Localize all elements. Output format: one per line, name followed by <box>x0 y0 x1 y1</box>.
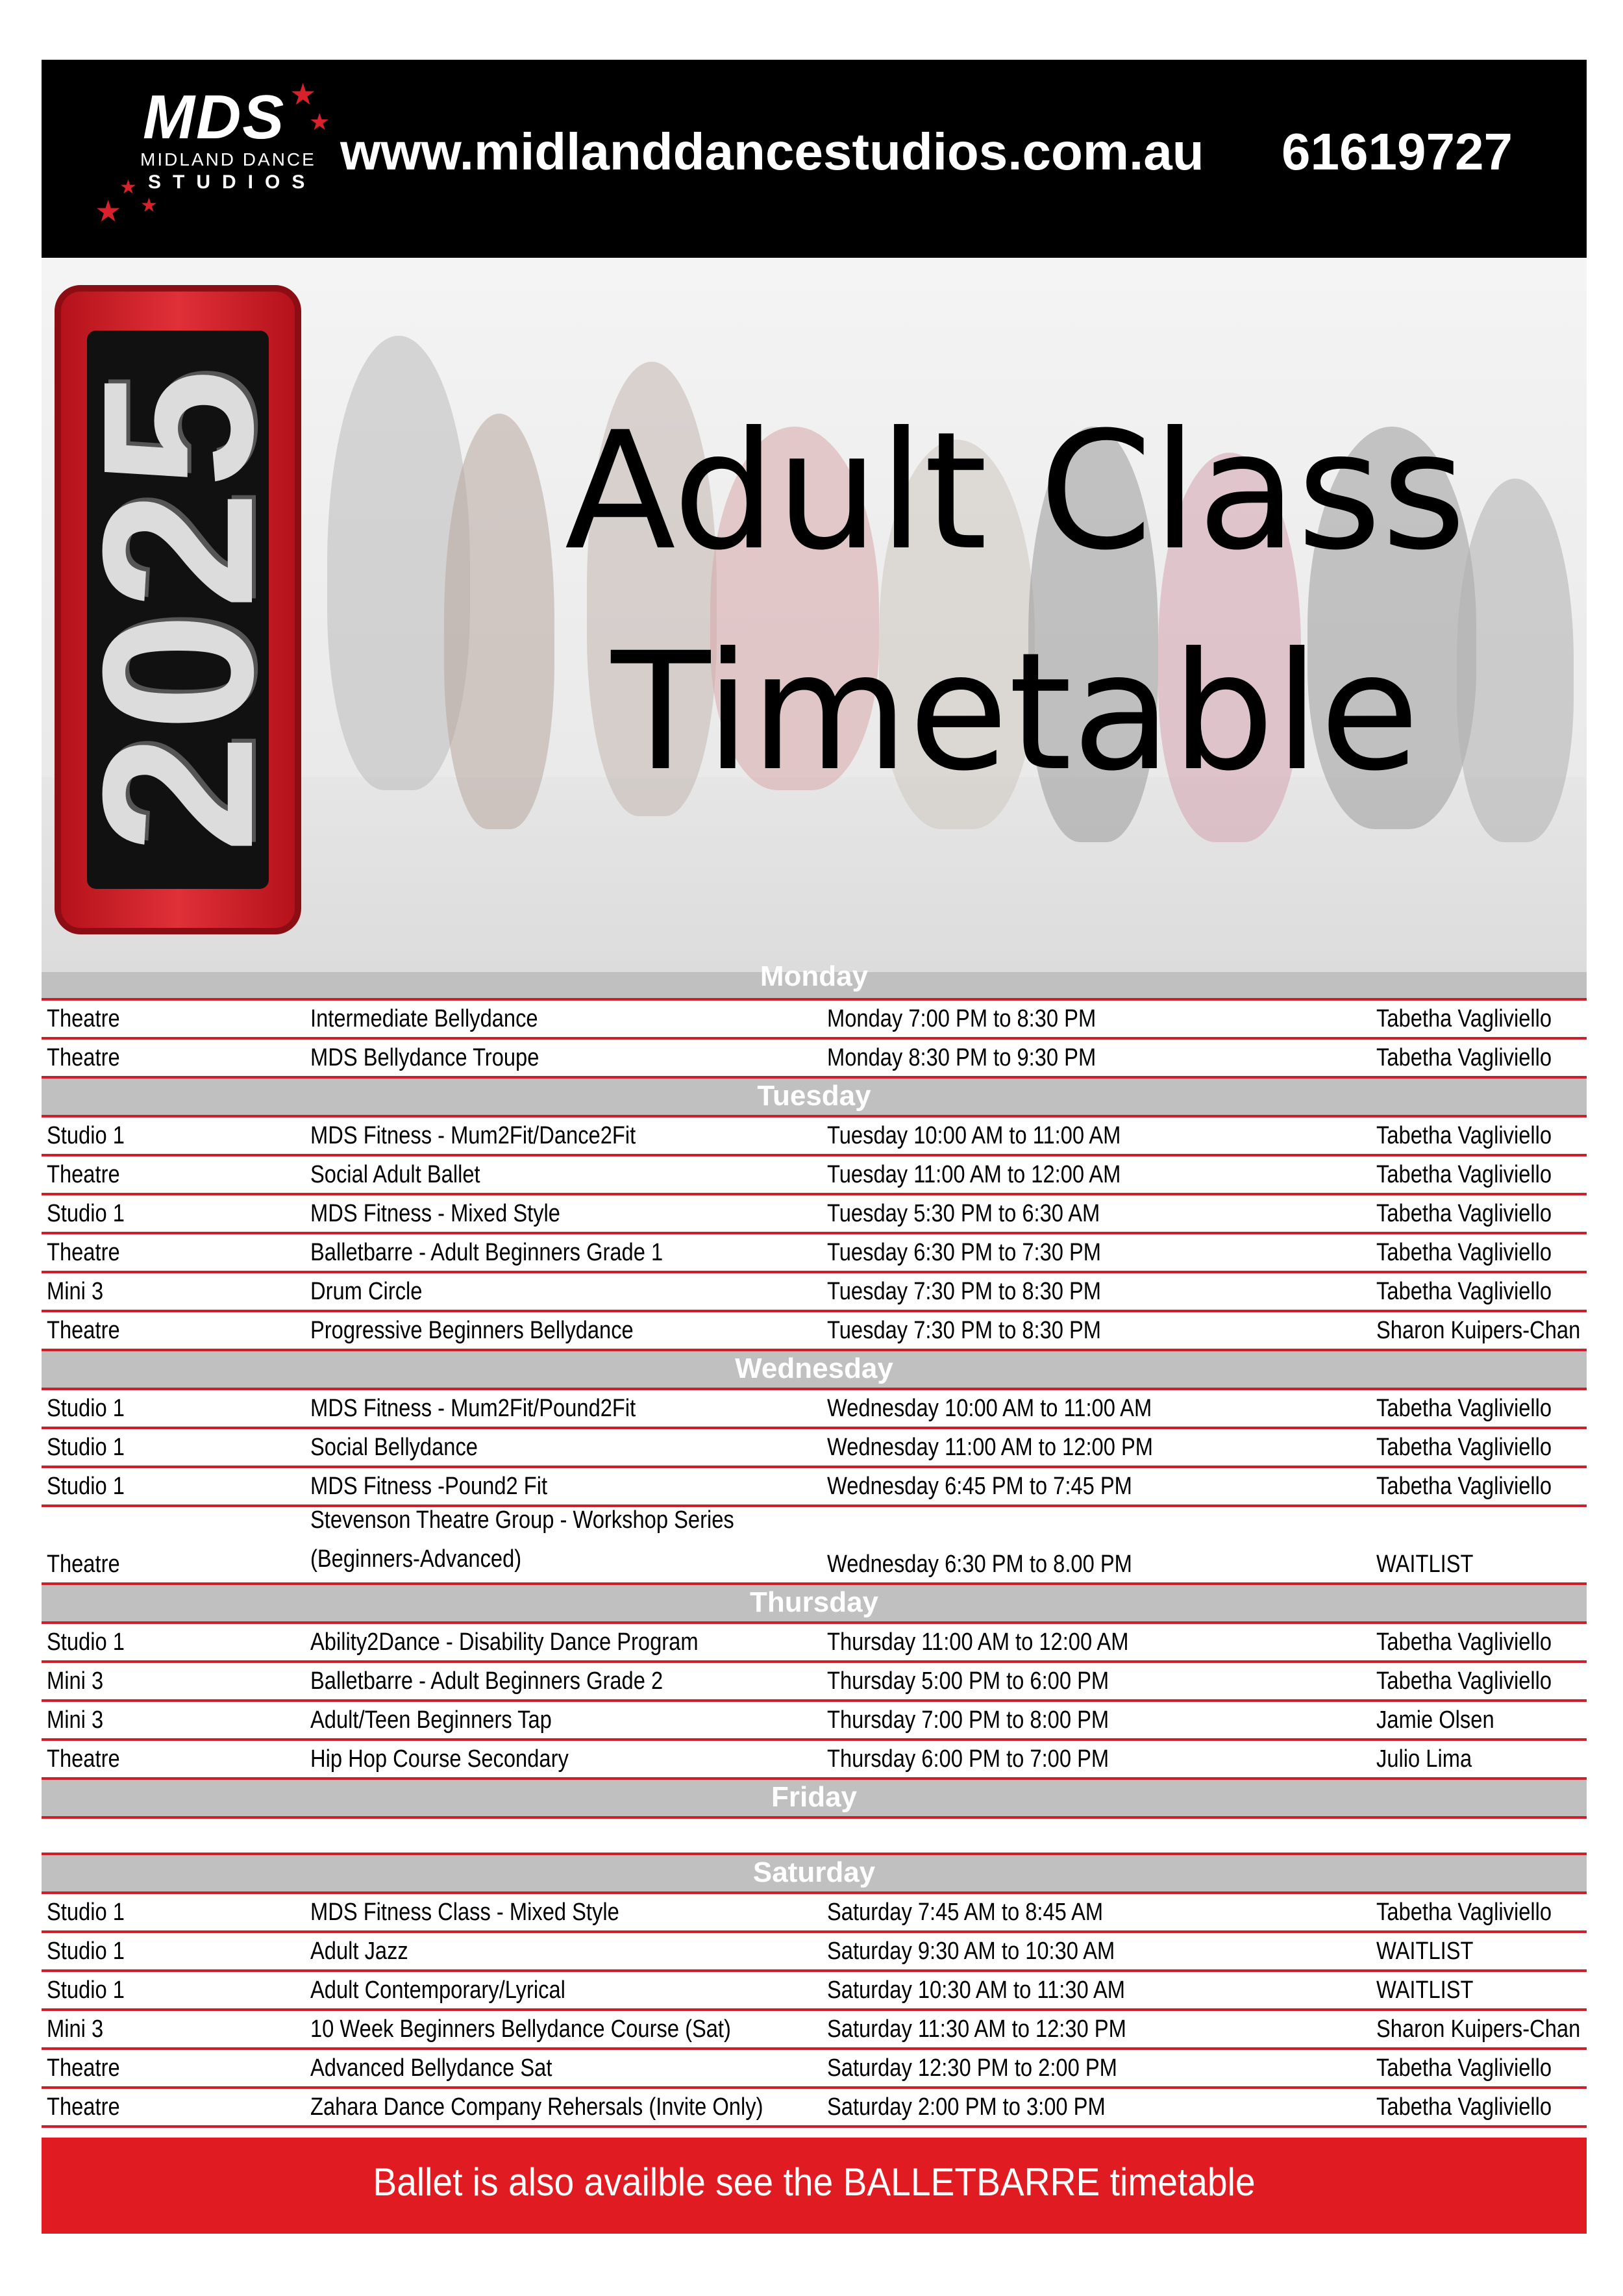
table-row <box>42 1972 1587 2011</box>
time-cell: Thursday 11:00 AM to 12:00 AM <box>827 1628 1129 1656</box>
time-cell: Saturday 9:30 AM to 10:30 AM <box>827 1938 1115 1965</box>
teacher-cell: Tabetha Vagliviello <box>1376 1395 1552 1422</box>
time-cell: Monday 7:00 PM to 8:30 PM <box>827 1005 1096 1032</box>
room-cell: Studio 1 <box>47 1434 125 1461</box>
room-cell: Studio 1 <box>47 1473 125 1500</box>
teacher-cell: Tabetha Vagliviello <box>1376 1473 1552 1500</box>
class-line: (Beginners-Advanced) <box>310 1545 522 1573</box>
time-cell: Tuesday 11:00 AM to 12:00 AM <box>827 1161 1121 1188</box>
class-cell: Balletbarre - Adult Beginners Grade 1 <box>310 1239 663 1266</box>
teacher-cell: Tabetha Vagliviello <box>1376 1200 1552 1227</box>
room-cell: Studio 1 <box>47 1395 125 1422</box>
teacher-cell: Tabetha Vagliviello <box>1376 1161 1552 1188</box>
room-cell: Theatre <box>47 1745 120 1773</box>
class-cell: Adult/Teen Beginners Tap <box>310 1706 552 1734</box>
time-cell: Wednesday 10:00 AM to 11:00 AM <box>827 1395 1152 1422</box>
page-title <box>431 381 1600 823</box>
room-cell: Mini 3 <box>47 1278 104 1305</box>
logo-subtitle-studios: STUDIOS <box>148 171 317 193</box>
teacher-cell: WAITLIST <box>1376 1977 1474 2004</box>
class-cell: Adult Jazz <box>310 1938 408 1965</box>
teacher-cell: WAITLIST <box>1376 1938 1474 1965</box>
day-label: Monday <box>760 960 869 992</box>
room-cell: Mini 3 <box>47 2015 104 2043</box>
title-line-1: Adult Class <box>564 397 1467 586</box>
class-cell: Social Bellydance <box>310 1434 478 1461</box>
day-label: Tuesday <box>757 1080 871 1112</box>
teacher-cell: Tabetha Vagliviello <box>1376 1122 1552 1149</box>
room-cell: Studio 1 <box>47 1200 125 1227</box>
room-cell: Theatre <box>47 1239 120 1266</box>
title-line-2: Timetable <box>611 618 1420 806</box>
class-cell: MDS Fitness -Pound2 Fit <box>310 1473 548 1500</box>
room-cell: Theatre <box>47 2093 120 2121</box>
room-cell: Theatre <box>47 1317 120 1344</box>
year-text: 2025 <box>58 366 297 854</box>
table-row <box>42 1663 1587 1702</box>
table-row <box>42 1624 1587 1663</box>
time-cell: Tuesday 7:30 PM to 8:30 PM <box>827 1278 1102 1305</box>
table-row <box>42 1273 1587 1312</box>
year-badge <box>55 285 301 934</box>
class-cell: MDS Fitness Class - Mixed Style <box>310 1899 619 1926</box>
class-cell: Balletbarre - Adult Beginners Grade 2 <box>310 1667 663 1695</box>
banner-photo <box>42 258 1587 972</box>
room-cell: Mini 3 <box>47 1667 104 1695</box>
day-header-thursday <box>42 1585 1587 1624</box>
table-row <box>42 1741 1587 1780</box>
star-icon: ★ <box>95 194 122 228</box>
year-badge-inner <box>58 331 297 889</box>
table-row <box>42 1001 1587 1040</box>
time-cell: Saturday 12:30 PM to 2:00 PM <box>827 2054 1117 2082</box>
timetable <box>42 960 1587 2128</box>
teacher-cell: Tabetha Vagliviello <box>1376 1434 1552 1461</box>
day-label: Thursday <box>749 1586 879 1618</box>
star-icon: ★ <box>119 177 137 198</box>
teacher-cell: Tabetha Vagliviello <box>1376 1899 1552 1926</box>
class-cell: Drum Circle <box>310 1278 423 1305</box>
table-row <box>42 2011 1587 2050</box>
time-cell: Tuesday 6:30 PM to 7:30 PM <box>827 1239 1102 1266</box>
teacher-cell: Tabetha Vagliviello <box>1376 1239 1552 1266</box>
header-bar <box>42 60 1587 258</box>
room-cell: Theatre <box>47 2054 120 2082</box>
teacher-cell: Tabetha Vagliviello <box>1376 1044 1552 1071</box>
time-cell: Tuesday 5:30 PM to 6:30 AM <box>827 1200 1100 1227</box>
day-header-friday <box>42 1780 1587 1819</box>
class-cell: Advanced Bellydance Sat <box>310 2054 552 2082</box>
room-cell: Studio 1 <box>47 1938 125 1965</box>
day-header-monday <box>42 960 1587 1001</box>
teacher-cell: Tabetha Vagliviello <box>1376 1628 1552 1656</box>
friday-empty-row <box>42 1819 1587 1855</box>
class-cell: Hip Hop Course Secondary <box>310 1745 569 1773</box>
teacher-cell: Julio Lima <box>1376 1745 1472 1773</box>
class-cell: MDS Fitness - Mixed Style <box>310 1200 560 1227</box>
mds-logo <box>95 79 328 242</box>
class-cell: MDS Bellydance Troupe <box>310 1044 539 1071</box>
teacher-cell: WAITLIST <box>1376 1551 1474 1578</box>
class-cell: MDS Fitness - Mum2Fit/Dance2Fit <box>310 1122 636 1149</box>
table-row <box>42 1702 1587 1741</box>
time-cell: Thursday 6:00 PM to 7:00 PM <box>827 1745 1109 1773</box>
time-cell: Thursday 7:00 PM to 8:00 PM <box>827 1706 1109 1734</box>
table-row <box>42 1312 1587 1351</box>
teacher-cell: Jamie Olsen <box>1376 1706 1494 1734</box>
time-cell: Tuesday 10:00 AM to 11:00 AM <box>827 1122 1121 1149</box>
table-row <box>42 1429 1587 1468</box>
day-header-saturday <box>42 1855 1587 1894</box>
room-cell: Theatre <box>47 1005 120 1032</box>
class-cell: Social Adult Ballet <box>310 1161 480 1188</box>
table-row <box>42 1040 1587 1079</box>
time-cell: Wednesday 6:45 PM to 7:45 PM <box>827 1473 1132 1500</box>
time-cell: Wednesday 11:00 AM to 12:00 PM <box>827 1434 1154 1461</box>
table-row <box>42 1117 1587 1156</box>
teacher-cell: Tabetha Vagliviello <box>1376 2093 1552 2121</box>
table-row <box>42 2089 1587 2128</box>
table-row <box>42 1234 1587 1273</box>
time-cell: Monday 8:30 PM to 9:30 PM <box>827 1044 1096 1071</box>
time-cell: Wednesday 6:30 PM to 8.00 PM <box>827 1551 1132 1578</box>
time-cell: Tuesday 7:30 PM to 8:30 PM <box>827 1317 1102 1344</box>
phone-number[interactable]: 61619727 <box>1282 123 1513 181</box>
class-line: Stevenson Theatre Group - Workshop Series <box>310 1506 734 1534</box>
teacher-cell: Sharon Kuipers-Chan <box>1376 2015 1581 2043</box>
room-cell: Mini 3 <box>47 1706 104 1734</box>
table-row <box>42 1156 1587 1195</box>
star-icon: ★ <box>309 108 330 135</box>
class-cell: 10 Week Beginners Bellydance Course (Sat) <box>310 2015 731 2043</box>
saturday-rows <box>42 1894 1587 2128</box>
website-link[interactable]: www.midlanddancestudios.com.au <box>340 123 1204 181</box>
day-header-tuesday <box>42 1079 1587 1117</box>
time-cell: Saturday 2:00 PM to 3:00 PM <box>827 2093 1106 2121</box>
room-cell: Studio 1 <box>47 1899 125 1926</box>
wednesday-rows <box>42 1390 1587 1507</box>
room-cell: Studio 1 <box>47 1122 125 1149</box>
class-cell: Adult Contemporary/Lyrical <box>310 1977 565 2004</box>
footer-banner <box>42 2138 1587 2234</box>
day-label: Saturday <box>752 1856 876 1888</box>
teacher-cell: Tabetha Vagliviello <box>1376 1667 1552 1695</box>
time-cell: Thursday 5:00 PM to 6:00 PM <box>827 1667 1109 1695</box>
room-cell: Studio 1 <box>47 1628 125 1656</box>
table-row <box>42 1390 1587 1429</box>
table-row <box>42 1468 1587 1507</box>
room-cell: Theatre <box>47 1044 120 1071</box>
teacher-cell: Tabetha Vagliviello <box>1376 2054 1552 2082</box>
day-header-wednesday <box>42 1351 1587 1390</box>
star-icon: ★ <box>290 77 317 111</box>
room-cell: Theatre <box>47 1161 120 1188</box>
logo-subtitle: MIDLAND DANCE <box>140 149 316 169</box>
logo-mark: MDS <box>143 82 286 152</box>
teacher-cell: Sharon Kuipers-Chan <box>1376 1317 1581 1344</box>
time-cell: Saturday 7:45 AM to 8:45 AM <box>827 1899 1104 1926</box>
class-cell <box>310 1501 757 1578</box>
time-cell: Saturday 11:30 AM to 12:30 PM <box>827 2015 1126 2043</box>
class-cell: Progressive Beginners Bellydance <box>310 1317 634 1344</box>
footer-note: Ballet is also availble see the BALLETBARRE timetable <box>373 2160 1256 2204</box>
table-row <box>42 2050 1587 2089</box>
class-cell: Ability2Dance - Disability Dance Program <box>310 1628 699 1656</box>
day-label: Friday <box>771 1781 858 1813</box>
monday-rows <box>42 1001 1587 1079</box>
class-cell: Zahara Dance Company Rehersals (Invite Only) <box>310 2093 763 2121</box>
day-label: Wednesday <box>735 1353 893 1384</box>
room-cell: Theatre <box>47 1551 120 1578</box>
teacher-cell: Tabetha Vagliviello <box>1376 1278 1552 1305</box>
room-cell: Studio 1 <box>47 1977 125 2004</box>
tuesday-rows <box>42 1117 1587 1351</box>
teacher-cell: Tabetha Vagliviello <box>1376 1005 1552 1032</box>
class-cell: Intermediate Bellydance <box>310 1005 538 1032</box>
table-row <box>42 1894 1587 1933</box>
thursday-rows <box>42 1624 1587 1780</box>
table-row <box>42 1195 1587 1234</box>
class-cell: MDS Fitness - Mum2Fit/Pound2Fit <box>310 1395 636 1422</box>
table-row <box>42 1933 1587 1972</box>
star-icon: ★ <box>140 195 158 216</box>
table-row <box>42 1507 1587 1585</box>
time-cell: Saturday 10:30 AM to 11:30 AM <box>827 1977 1126 2004</box>
